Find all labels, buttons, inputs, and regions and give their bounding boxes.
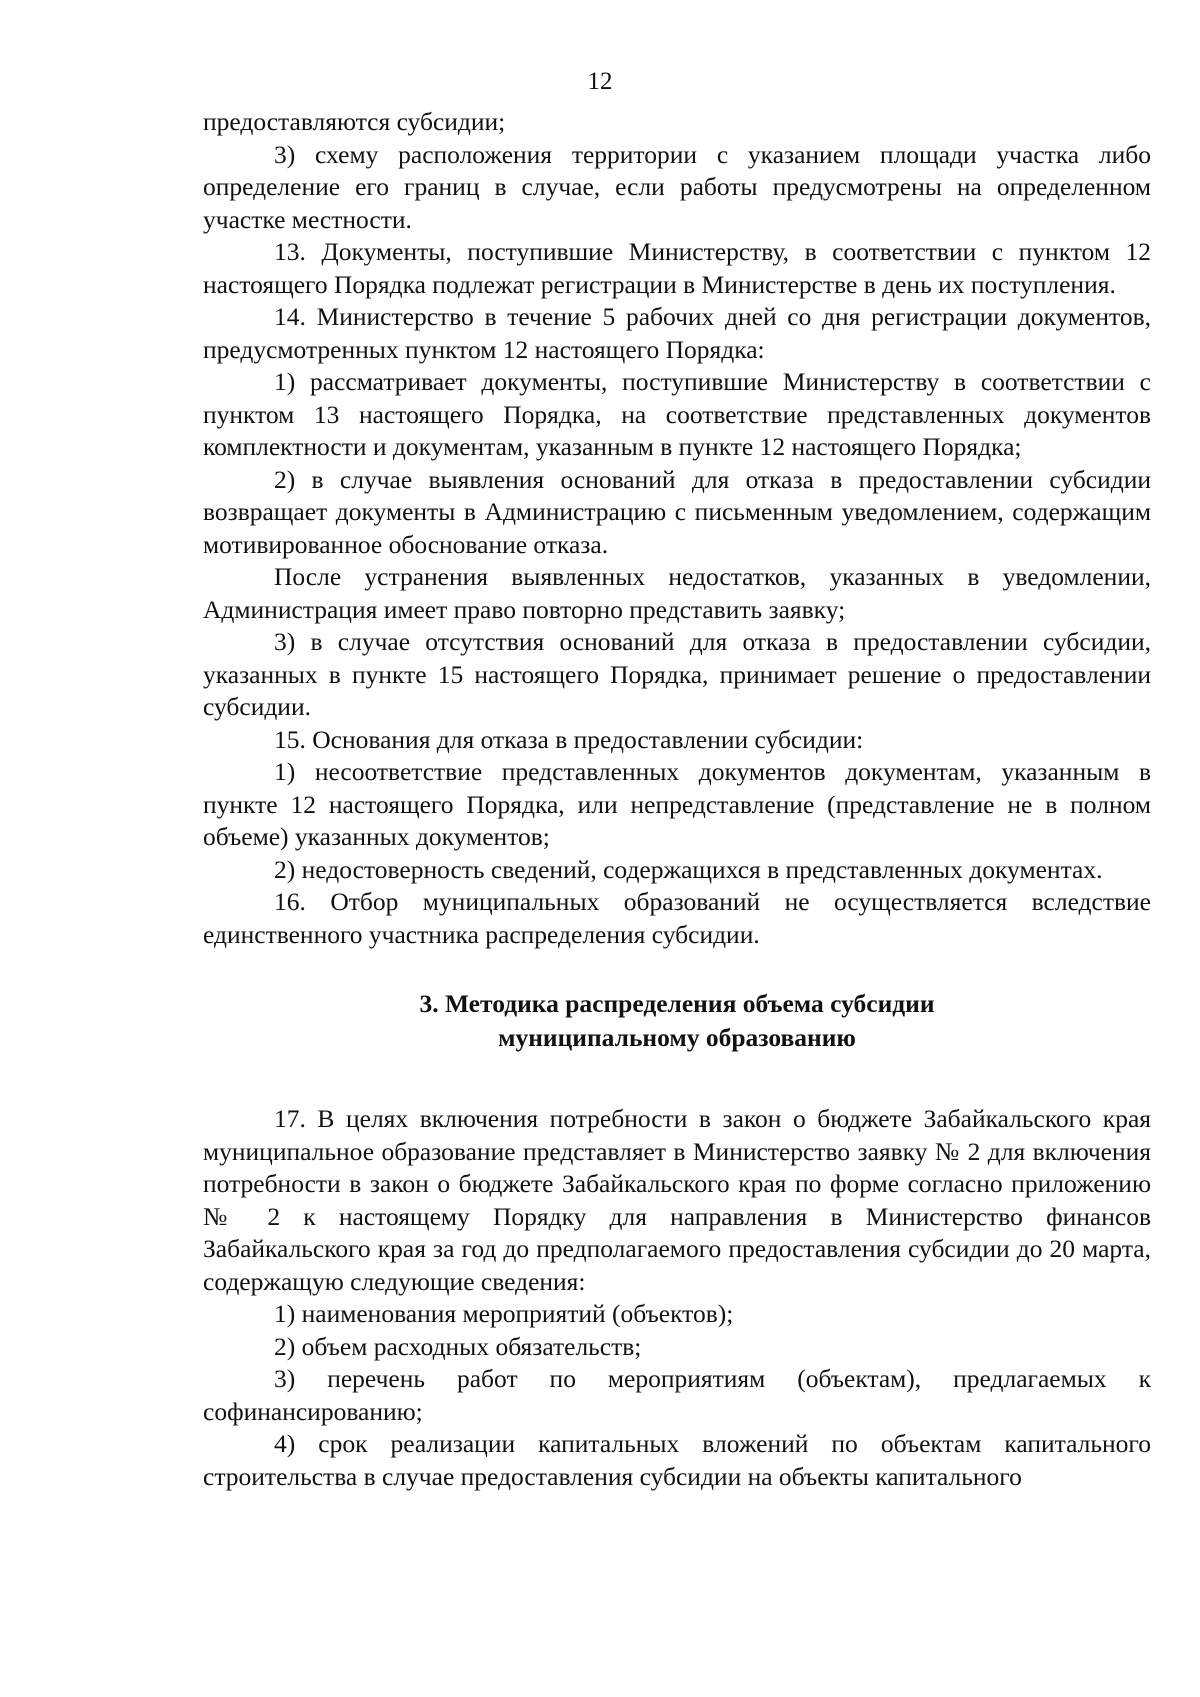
page-number: 12 xyxy=(587,68,613,95)
section-heading-line-1: 3. Методика распределения объема субсидии xyxy=(419,989,935,1018)
paragraph: 14. Министерство в течение 5 рабочих дней со дня регистрации документов, предусмотренных пунктом 12 настоящего Порядка: xyxy=(203,302,1151,364)
paragraph: После устранения выявленных недостатков, указанных в уведомлении, Администрация имеет право повторно представить заявку; xyxy=(203,562,1151,624)
paragraphs-after-heading xyxy=(203,1103,1151,1493)
paragraph: 3) перечень работ по мероприятиям (объектам), предлагаемых к софинансированию; xyxy=(203,1364,1151,1426)
paragraph: 2) недостоверность сведений, содержащихся в представленных документах. xyxy=(274,854,1103,884)
paragraph: 2) объем расходных обязательств; xyxy=(274,1331,642,1361)
paragraph: 17. В целях включения потребности в закон о бюджете Забайкальского края муниципальное образование представляет в Министерство заявку № 2 для включения потребности в закон о бюджете Забайкальского края по форме согласно приложению № 2 к настоящему Порядку для направления в Министерство финансов Забайкальского края за год до предполагаемого предоставления субсидии до 20 марта, содержащую следующие сведения: xyxy=(203,1104,1151,1296)
section-heading xyxy=(203,987,1151,1055)
paragraphs-before-heading xyxy=(203,106,1151,951)
section-heading-line-2: муниципальному образованию xyxy=(498,1023,856,1052)
paragraph: 1) наименования мероприятий (объектов); xyxy=(274,1299,734,1328)
paragraph: 2) в случае выявления оснований для отказа в предоставлении субсидии возвращает документы в Администрацию с письменным уведомлением, содержащим мотивированное обоснование отказа. xyxy=(203,464,1151,559)
paragraph: 16. Отбор муниципальных образований не осуществляется вследствие единственного участника распределения субсидии. xyxy=(203,887,1151,949)
paragraph: 3) схему расположения территории с указанием площади участка либо определение его границ в случае, если работы предусмотрены на определенном участке местности. xyxy=(203,139,1151,234)
paragraph: 3) в случае отсутствия оснований для отказа в предоставлении субсидии, указанных в пункте 15 настоящего Порядка, принимает решение о предоставлении субсидии. xyxy=(203,627,1151,721)
paragraph: 4) срок реализации капитальных вложений по объектам капитального строительства в случае предоставления субсидии на объекты капитального xyxy=(203,1429,1151,1491)
paragraph: 15. Основания для отказа в предоставлении субсидии: xyxy=(274,724,864,754)
document-body xyxy=(203,106,1151,1493)
paragraph: 1) несоответствие представленных документов документам, указанным в пункте 12 настоящего Порядка, или непредставление (представление не в полном объеме) указанных документов; xyxy=(203,757,1151,851)
paragraph: 13. Документы, поступившие Министерству, в соответствии с пунктом 12 настоящего Порядка подлежат регистрации в Министерстве в день их поступления. xyxy=(203,237,1151,299)
paragraph: предоставляются субсидии; xyxy=(203,107,506,136)
paragraph: 1) рассматривает документы, поступившие Министерству в соответствии с пунктом 13 настоящего Порядка, на соответствие представленных документов комплектности и документам, указанным в пункте 12 настоящего Порядка; xyxy=(203,367,1151,461)
